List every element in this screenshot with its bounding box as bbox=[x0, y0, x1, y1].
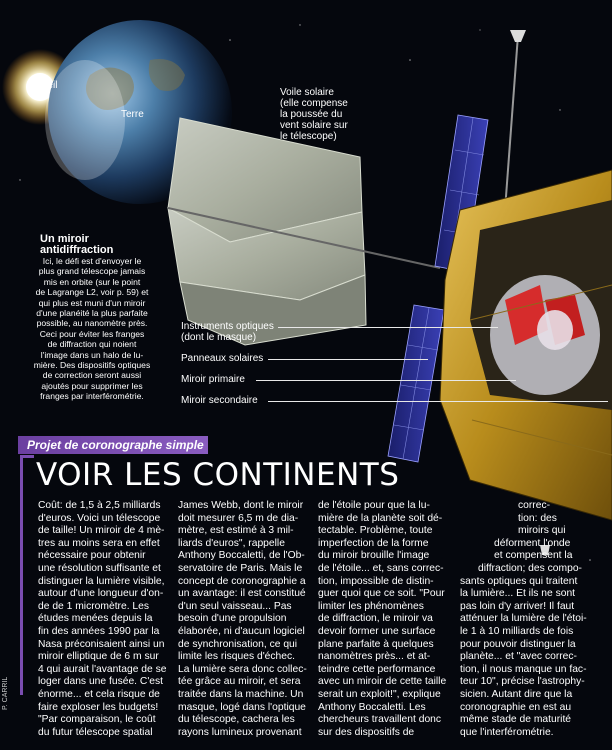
article-column-3 bbox=[318, 500, 450, 739]
article-headline: VOIR LES CONTINENTS bbox=[36, 457, 400, 493]
article-line: miroirs qui bbox=[518, 525, 566, 537]
article-line: 4 qui aurait l'avantage de se bbox=[38, 663, 167, 675]
accent-bracket-top bbox=[20, 455, 34, 458]
sidebar-line: de Lagrange L2, voir p. 59) et bbox=[35, 287, 149, 298]
article-line: teindre cette performance bbox=[318, 663, 436, 675]
article-line: Anthony Boccaletti, de l'Ob- bbox=[178, 550, 305, 562]
sidebar-line: d'une planéité la plus parfaite bbox=[36, 308, 148, 319]
sidebar-title-line: antidiffraction bbox=[40, 244, 114, 256]
sidebar-line: franges par interférométrie. bbox=[40, 391, 144, 402]
article-line: chercheurs travaillent donc bbox=[318, 714, 442, 726]
article-line: doit mesurer 6,5 m de dia- bbox=[178, 512, 299, 524]
article-line: atténuer la lumière de l'étoi- bbox=[460, 613, 587, 625]
article-line: faire exploser les budgets! bbox=[38, 701, 159, 713]
label-voile-solaire bbox=[280, 87, 348, 142]
article-line: tres au moins sera en effet bbox=[38, 537, 160, 549]
article-line: pour pouvoir distinguer la bbox=[460, 638, 576, 650]
label-voile-line: la poussée du bbox=[280, 109, 343, 120]
article-line: Anthony Boccaletti. Les bbox=[318, 701, 426, 713]
article-line: de taille! Un miroir de 4 mè- bbox=[38, 525, 165, 537]
sidebar-line: mis en orbite (sur le point bbox=[43, 276, 141, 287]
label-instruments-line: (dont le masque) bbox=[181, 332, 257, 343]
sidebar-line: mière. Des dispositifs optiques bbox=[33, 360, 151, 371]
article-line: la lumière... Et ils ne sont bbox=[460, 588, 576, 600]
article-line: limiter les phénomènes bbox=[318, 600, 424, 612]
article-line: loger dans une fusée. C'est bbox=[38, 676, 164, 688]
article-line: de l'étoile... et, sans correc- bbox=[318, 562, 444, 574]
label-voile-line: le télescope) bbox=[280, 131, 337, 142]
article-line: pas loin d'y arriver! Il faut bbox=[460, 600, 575, 612]
label-panneaux: Panneaux solaires bbox=[181, 353, 264, 364]
article-line: un avantage: il est constitué bbox=[178, 588, 306, 600]
label-instruments bbox=[181, 321, 274, 343]
article-line: James Webb, dont le miroir bbox=[178, 500, 304, 511]
article-line: sants optiques qui traitent bbox=[460, 575, 578, 587]
label-terre: Terre bbox=[121, 109, 144, 120]
article-line: besoin d'une propulsion bbox=[178, 613, 287, 625]
sidebar-line: Ici, le défi est d'envoyer le bbox=[42, 256, 142, 266]
article-line: et compensent la bbox=[494, 550, 573, 562]
article-column-1 bbox=[38, 500, 168, 739]
leader-secondaire bbox=[268, 401, 608, 402]
sidebar-line: Ceci pour éviter les franges bbox=[39, 328, 145, 339]
solar-sail bbox=[168, 118, 440, 345]
article-line: de l'étoile pour que la lu- bbox=[318, 500, 430, 511]
article-line: énorme... et cela risque de bbox=[38, 688, 160, 700]
article-line: fin des années 1990 par la bbox=[38, 625, 160, 637]
article-line: limite les risques d'échec. bbox=[178, 651, 295, 663]
article-line: d'un seul vaisseau... Pas bbox=[178, 600, 292, 612]
article-line: nécessaire pour obtenir bbox=[38, 550, 146, 562]
article-line: tée grâce au miroir, et sera bbox=[178, 676, 301, 688]
sidebar-title-line: Un miroir bbox=[40, 233, 89, 245]
label-voile-line: (elle compense bbox=[280, 98, 348, 109]
article-line: études menées depuis la bbox=[38, 613, 153, 625]
article-line: traitée dans la machine. Un bbox=[178, 688, 304, 700]
sidebar-line: qui plus est muni d'un miroir bbox=[38, 297, 146, 308]
article-line: La lumière sera donc collec- bbox=[178, 663, 307, 675]
antenna-dish bbox=[510, 30, 526, 42]
article-line: Nasa préconisaient ainsi un bbox=[38, 638, 165, 650]
label-soleil: Soleil bbox=[33, 80, 58, 91]
sidebar-line: de correction seront aussi bbox=[42, 370, 142, 381]
sidebar-title bbox=[40, 234, 190, 256]
article-line: mière de la planète soit dé- bbox=[318, 512, 443, 524]
article-line: miroir elliptique de 6 m sur bbox=[38, 651, 159, 663]
solar-panel-lower bbox=[388, 305, 444, 462]
label-voile-line: vent solaire sur bbox=[280, 120, 348, 131]
article-line: masque, logé dans l'optique bbox=[178, 701, 306, 713]
article-line: Coût: de 1,5 à 2,5 milliards bbox=[38, 500, 161, 511]
sidebar-line: l'image dans un halo de lu- bbox=[40, 349, 144, 360]
article-line: nanomètres près... et at- bbox=[318, 651, 431, 663]
label-instruments-line: Instruments optiques bbox=[181, 321, 274, 332]
sidebar-body bbox=[12, 256, 172, 402]
article-line: coronographie en est au bbox=[460, 701, 572, 713]
sidebar-line: possible, au nanomètre près. bbox=[36, 318, 148, 329]
article-line: planète... et "avec correc- bbox=[460, 651, 577, 663]
article-line: teur 10", précise l'astrophy- bbox=[460, 676, 585, 688]
article-line: du futur télescope spatial bbox=[38, 726, 153, 738]
sidebar-line: plus grand télescope jamais bbox=[38, 266, 146, 277]
article-line: de synchronisation, ce qui bbox=[178, 638, 298, 650]
article-line: de diffraction, le miroir va bbox=[318, 613, 433, 625]
leader-instruments bbox=[278, 327, 498, 328]
article-line: tion, impossible de distin- bbox=[318, 575, 434, 587]
article-line: du miroir brouille l'image bbox=[318, 550, 430, 562]
article-line: imperfection de la forme bbox=[318, 537, 429, 549]
article-line: diffraction; des compo- bbox=[478, 562, 582, 574]
article-line: le 1 à 10 milliards de fois bbox=[460, 625, 574, 637]
sidebar-line: ajoutés pour supprimer les bbox=[41, 380, 143, 391]
leader-primaire bbox=[256, 380, 516, 381]
article-line: tion: des bbox=[518, 512, 557, 524]
article-line: correc- bbox=[518, 500, 551, 511]
article-line: tion, il nous manque un fac- bbox=[460, 663, 587, 675]
article-line: du télescope, cachera les bbox=[178, 714, 295, 726]
article-line: d'euros. Voici un télescope bbox=[38, 512, 161, 524]
article-line: déforment l'onde bbox=[494, 537, 571, 549]
article-line: guer quoi que ce soit. "Pour bbox=[318, 588, 445, 600]
article-line: sicien. Autant dire que la bbox=[460, 688, 573, 700]
article-line: même stade de maturité bbox=[460, 714, 572, 726]
telescope-body bbox=[440, 170, 612, 520]
article-line: élaborée, ni d'aucun logiciel bbox=[178, 625, 305, 637]
article-line: serait un exploit!", explique bbox=[318, 688, 441, 700]
article-line: tectable. Problème, toute bbox=[318, 525, 433, 537]
label-secondaire: Miroir secondaire bbox=[181, 395, 258, 406]
article-line: avec un miroir de cette taille bbox=[318, 676, 447, 688]
label-voile-line: Voile solaire bbox=[280, 87, 334, 98]
article-column-4 bbox=[460, 500, 608, 739]
article-line: "Par comparaison, le coût bbox=[38, 714, 156, 726]
article-line: devoir former une surface bbox=[318, 625, 436, 637]
article-line: sur des dispositifs de bbox=[318, 726, 415, 738]
article-line: rayons lumineux provenant bbox=[178, 726, 302, 738]
leader-panneaux bbox=[268, 359, 428, 360]
earth-highlight bbox=[45, 60, 125, 180]
article-line: plane parfaite à quelques bbox=[318, 638, 434, 650]
photo-credit: P. CARRIL bbox=[2, 676, 9, 710]
kicker-banner: Projet de coronographe simple bbox=[18, 436, 208, 454]
article-line: mètre, est estimé à 3 mil- bbox=[178, 525, 294, 537]
article-line: servatoire de Paris. Mais le bbox=[178, 562, 303, 574]
accent-bracket bbox=[20, 455, 23, 695]
article-line: distinguer la lumière visible, bbox=[38, 575, 165, 587]
article-column-2 bbox=[178, 500, 308, 739]
antenna-boom bbox=[505, 35, 518, 210]
label-primaire: Miroir primaire bbox=[181, 374, 245, 385]
article-line: de de 1 micromètre. Les bbox=[38, 600, 150, 612]
article-line: autour d'une longueur d'on- bbox=[38, 588, 164, 600]
sidebar-line: de diffraction qui noient bbox=[47, 339, 137, 350]
article-line: une résolution suffisante et bbox=[38, 562, 161, 574]
article-line: que l'interférométrie. bbox=[460, 726, 554, 738]
article-line: liards d'euros", rappelle bbox=[178, 537, 285, 549]
article-line: concept de coronographie a bbox=[178, 575, 306, 587]
